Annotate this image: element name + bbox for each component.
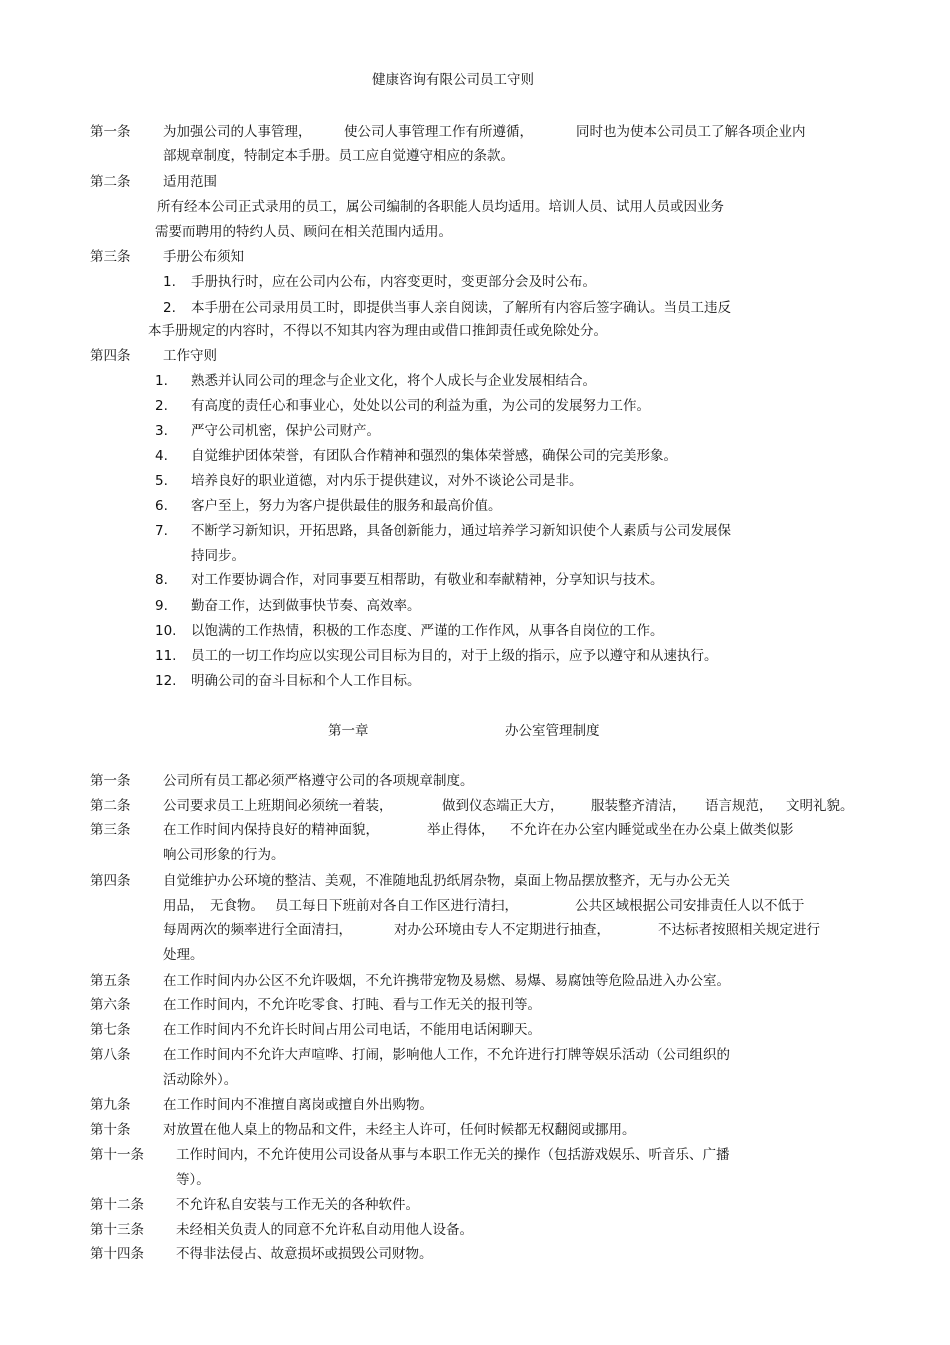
article-text: 在工作时间内不允许长时间占用公司电话，不能用电话闲聊天。 bbox=[163, 1022, 541, 1038]
article-text: 每周两次的频率进行全面清扫， bbox=[163, 922, 352, 938]
list-item: 客户至上，努力为客户提供最佳的服务和最高价值。 bbox=[191, 498, 502, 514]
article-text: 使公司人事管理工作有所遵循， bbox=[344, 124, 533, 140]
article-text: 对办公环境由专人不定期进行抽查， bbox=[394, 922, 610, 938]
list-number: 11. bbox=[155, 648, 177, 664]
list-number: 7. bbox=[155, 523, 168, 539]
article-text: 在工作时间内不准擅自离岗或擅自外出购物。 bbox=[163, 1097, 433, 1113]
list-number: 9. bbox=[155, 598, 168, 614]
article-label: 第三条 bbox=[90, 822, 131, 838]
article-text: 所有经本公司正式录用的员工，属公司编制的各职能人员均适用。培训人员、试用人员或因业务 bbox=[157, 199, 724, 215]
article-text: 为加强公司的人事管理， bbox=[163, 124, 312, 140]
article-label: 第一条 bbox=[90, 124, 131, 140]
article-text: 不允许私自安装与工作无关的各种软件。 bbox=[176, 1197, 419, 1213]
list-item: 以饱满的工作热情，积极的工作态度、严谨的工作作风，从事各自岗位的工作。 bbox=[191, 623, 664, 639]
article-text: 文明礼貌。 bbox=[786, 798, 854, 814]
list-item: 自觉维护团体荣誉，有团队合作精神和强烈的集体荣誉感，确保公司的完美形象。 bbox=[191, 448, 677, 464]
article-text: 在工作时间内，不允许吃零食、打盹、看与工作无关的报刊等。 bbox=[163, 997, 541, 1013]
article-text: 用品， bbox=[163, 898, 204, 914]
article-heading: 工作守则 bbox=[163, 348, 217, 364]
article-text: 做到仪态端正大方， bbox=[442, 798, 564, 814]
article-label: 第二条 bbox=[90, 174, 131, 190]
article-heading: 适用范围 bbox=[163, 174, 217, 190]
article-label: 第十三条 bbox=[90, 1222, 144, 1238]
article-text: 在工作时间内保持良好的精神面貌， bbox=[163, 822, 379, 838]
article-text: 在工作时间内办公区不允许吸烟，不允许携带宠物及易燃、易爆、易腐蚀等危险品进入办公室。 bbox=[163, 973, 730, 989]
list-number: 10. bbox=[155, 623, 177, 639]
article-label: 第一条 bbox=[90, 773, 131, 789]
article-text: 不达标者按照相关规定进行 bbox=[658, 922, 820, 938]
list-item: 熟悉并认同公司的理念与企业文化，将个人成长与企业发展相结合。 bbox=[191, 373, 596, 389]
article-text: 对放置在他人桌上的物品和文件，未经主人许可，任何时候都无权翻阅或挪用。 bbox=[163, 1122, 636, 1138]
article-text: 同时也为使本公司员工了解各项企业内 bbox=[576, 124, 806, 140]
list-number: 12. bbox=[155, 673, 177, 689]
article-text: 无食物。 bbox=[210, 898, 264, 914]
article-label: 第六条 bbox=[90, 997, 131, 1013]
list-number: 2. bbox=[163, 300, 176, 316]
list-item: 有高度的责任心和事业心，处处以公司的利益为重，为公司的发展努力工作。 bbox=[191, 398, 650, 414]
article-label: 第九条 bbox=[90, 1097, 131, 1113]
list-number: 1. bbox=[163, 274, 176, 290]
list-number: 3. bbox=[155, 423, 168, 439]
article-label: 第七条 bbox=[90, 1022, 131, 1038]
list-item: 手册执行时，应在公司内公布，内容变更时，变更部分会及时公布。 bbox=[191, 274, 596, 290]
document-title: 健康咨询有限公司员工守则 bbox=[372, 72, 534, 88]
list-item: 勤奋工作，达到做事快节奏、高效率。 bbox=[191, 598, 421, 614]
list-number: 1. bbox=[155, 373, 168, 389]
article-label: 第十条 bbox=[90, 1122, 131, 1138]
list-item: 本手册在公司录用员工时，即提供当事人亲自阅读，了解所有内容后签字确认。当员工违反 bbox=[191, 300, 731, 316]
article-text: 不得非法侵占、故意损坏或损毁公司财物。 bbox=[176, 1246, 433, 1262]
list-item: 不断学习新知识，开拓思路，具备创新能力，通过培养学习新知识使个人素质与公司发展保 bbox=[191, 523, 731, 539]
list-number: 8. bbox=[155, 572, 168, 588]
list-item: 明确公司的奋斗目标和个人工作目标。 bbox=[191, 673, 421, 689]
article-label: 第四条 bbox=[90, 348, 131, 364]
article-text: 公共区域根据公司安排责任人以不低于 bbox=[575, 898, 805, 914]
article-text: 员工每日下班前对各自工作区进行清扫， bbox=[275, 898, 518, 914]
article-heading: 手册公布须知 bbox=[163, 249, 244, 265]
list-item: 对工作要协调合作，对同事要互相帮助，有敬业和奉献精神，分享知识与技术。 bbox=[191, 572, 664, 588]
chapter-label: 第一章 bbox=[328, 723, 369, 739]
chapter-title: 办公室管理制度 bbox=[505, 723, 600, 739]
article-label: 第十二条 bbox=[90, 1197, 144, 1213]
list-number: 5. bbox=[155, 473, 168, 489]
article-label: 第十四条 bbox=[90, 1246, 144, 1262]
list-item: 培养良好的职业道德，对内乐于提供建议，对外不谈论公司是非。 bbox=[191, 473, 583, 489]
list-item: 严守公司机密，保护公司财产。 bbox=[191, 423, 380, 439]
article-label: 第八条 bbox=[90, 1047, 131, 1063]
article-text: 等）。 bbox=[176, 1172, 210, 1188]
article-text: 在工作时间内不允许大声喧哗、打闹，影响他人工作，不允许进行打牌等娱乐活动（公司组织的 bbox=[163, 1047, 730, 1063]
article-text: 需要而聘用的特约人员、顾问在相关范围内适用。 bbox=[155, 224, 452, 240]
list-item: 本手册规定的内容时，不得以不知其内容为理由或借口推卸责任或免除处分。 bbox=[148, 323, 607, 339]
article-label: 第二条 bbox=[90, 798, 131, 814]
article-text: 响公司形象的行为。 bbox=[163, 847, 285, 863]
article-text: 服装整齐清洁， bbox=[591, 798, 686, 814]
article-text: 自觉维护办公环境的整洁、美观，不准随地乱扔纸屑杂物，桌面上物品摆放整齐，无与办公无关 bbox=[163, 873, 730, 889]
article-text: 举止得体， bbox=[427, 822, 495, 838]
article-label: 第四条 bbox=[90, 873, 131, 889]
article-label: 第十一条 bbox=[90, 1147, 144, 1163]
article-text: 处理。 bbox=[163, 947, 204, 963]
list-item: 员工的一切工作均应以实现公司目标为目的，对于上级的指示，应予以遵守和从速执行。 bbox=[191, 648, 718, 664]
list-item-continuation: 持同步。 bbox=[191, 548, 245, 564]
list-number: 2. bbox=[155, 398, 168, 414]
list-number: 4. bbox=[155, 448, 168, 464]
article-label: 第三条 bbox=[90, 249, 131, 265]
article-text: 不允许在办公室内睡觉或坐在办公桌上做类似影 bbox=[510, 822, 794, 838]
article-label: 第五条 bbox=[90, 973, 131, 989]
article-text: 活动除外）。 bbox=[163, 1072, 238, 1088]
article-text: 部规章制度，特制定本手册。员工应自觉遵守相应的条款。 bbox=[163, 148, 514, 164]
list-number: 6. bbox=[155, 498, 168, 514]
article-text: 未经相关负责人的同意不允许私自动用他人设备。 bbox=[176, 1222, 473, 1238]
article-text: 公司要求员工上班期间必须统一着装， bbox=[163, 798, 393, 814]
article-text: 语言规范， bbox=[705, 798, 773, 814]
article-text: 工作时间内，不允许使用公司设备从事与本职工作无关的操作（包括游戏娱乐、听音乐、广播 bbox=[176, 1147, 730, 1163]
article-text: 公司所有员工都必须严格遵守公司的各项规章制度。 bbox=[163, 773, 474, 789]
